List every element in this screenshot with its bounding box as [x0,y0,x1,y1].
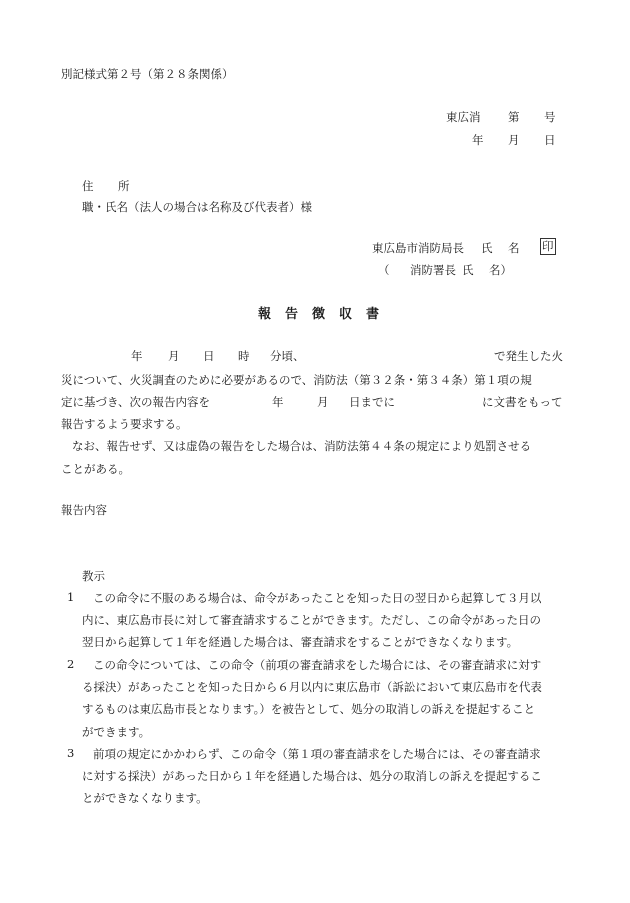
instruction-item-number: 1 [67,590,75,604]
instruction-item-line: この命令については、この命令（前項の審査請求をした場合には、その審査請求に対す [93,658,542,672]
body-line-6: ことがある。 [61,462,130,476]
incident-location-suffix: で発生した火 [494,349,563,363]
station-mei: 名） [489,263,512,277]
deadline-month: 月 [317,395,329,409]
instruction-item-line: 翌日から起算して１年を経過した場合は、審査請求をすることができなくなります。 [82,635,519,649]
instruction-item-line: ができます。 [82,725,151,739]
address-label-2: 所 [118,179,130,193]
instruction-item-line: するものは東広島市長となります。）を被告として、処分の取消しの訴えを提起すること [82,702,536,716]
title-char: 収 [339,307,353,322]
station-shi: 氏 [462,263,474,277]
title-char: 報 [258,307,272,322]
doc-date-year: 年 [472,133,484,147]
form-label: 別記様式第２号（第２８条関係） [61,67,234,81]
instruction-item-line: この命令に不服のある場合は、命令があったことを知った日の翌日から起算して３月以 [93,591,542,605]
body-line-3a: 定に基づき、次の報告内容を [61,395,211,409]
deadline-day: 日までに [349,395,395,409]
issuer-paren-open: （ [378,263,390,277]
doc-number-dai: 第 [508,110,520,124]
station-chief: 消防署長 [410,263,456,277]
deadline-year: 年 [272,395,284,409]
addressee-name-label: 職・氏名（法人の場合は名称及び代表者）様 [82,200,312,214]
issuer-shi: 氏 [481,241,493,255]
doc-number-go: 号 [544,110,556,124]
instruction-item-line: とができなくなります。 [82,791,208,805]
instruction-item-number: 2 [67,657,75,671]
doc-number-prefix: 東広消 [446,110,481,124]
body-line-3-end: に文書をもって [482,395,563,409]
title-char: 告 [285,307,299,322]
body-line-5: なお、報告せず、又は虚偽の報告をした場合は、消防法第４４条の規定により処罰させる [72,439,532,453]
issuer-chief: 東広島市消防局長 [372,241,464,255]
seal-mark: 印 [542,239,554,253]
instruction-item-line: 前項の規定にかかわらず、この命令（第１項の審査請求をした場合には、その審査請求 [93,747,541,761]
instruction-item-line: に対する採決）があった日から１年を経過した場合は、処分の取消しの訴えを提起するこ [82,769,542,783]
instruction-item-number: 3 [67,746,75,760]
instruction-item-line: 内に、東広島市長に対して審査請求することができます。ただし、この命令があった日の [82,613,541,627]
title-char: 徴 [312,307,326,322]
issuer-mei: 名 [508,241,520,255]
title-char: 書 [366,307,380,322]
doc-date-month: 月 [508,133,520,147]
incident-month: 月 [168,349,180,363]
incident-year: 年 [131,349,143,363]
instruction-item-line: る採決）があったことを知った日から６月以内に東広島市（訴訟において東広島市を代表 [82,680,542,694]
body-line-2: 災について、火災調査のために必要があるので、消防法（第３２条・第３４条）第１項の規 [61,373,532,387]
incident-day: 日 [203,349,215,363]
instruction-title: 教示 [82,569,105,583]
address-label-1: 住 [82,179,94,193]
doc-date-day: 日 [544,133,556,147]
report-content-label: 報告内容 [61,503,107,517]
incident-hour: 時 [238,349,250,363]
body-line-4: 報告するよう要求する。 [61,417,188,431]
incident-minute: 分頃、 [270,349,305,363]
